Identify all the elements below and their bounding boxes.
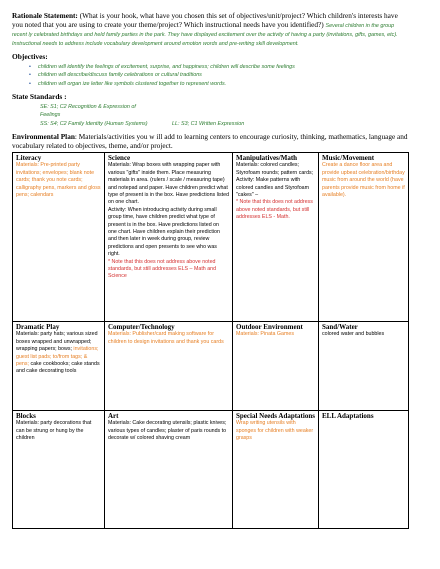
environment-label: Environmental Plan (12, 132, 75, 142)
art-title: Art (108, 412, 119, 421)
outdoor-title: Outdoor Environment (236, 323, 303, 332)
literacy-cell (13, 153, 105, 322)
manipulatives-note: * Note that this does not address above noted standards, but still addresses ELS - Math. (236, 199, 313, 221)
special-needs-title: Special Needs Adaptations (236, 412, 315, 421)
art-cell (105, 411, 233, 529)
standards-row (12, 103, 410, 120)
standards-title-suffix: : (64, 91, 67, 101)
rationale-label: Rationale Statement: (12, 11, 78, 20)
science-body: Materials: Wrap boxes with wrapping paper with various "gifts" inside them. Place measuring materials in area. (rulers / scale / measuring tape) and notepad and paper. Have children predict what type of present is in the box. Have predictions listed on one chart. Activity: When introducing activity during small group time, have children predict what type of present is in the box. Have predictions listed on one chart. Have children explain their prediction and then later in week during group, review predictions and open presents to see who was right. (108, 162, 230, 258)
music-body: Create a dance floor area and provide upbeat celebration/birthday music from around the world (have parents provide music from home if available). (322, 162, 405, 198)
sand-water-body: colored water and bubbles (322, 331, 385, 338)
centers-row (13, 322, 409, 411)
blocks-body: Materials: party decorations that can be strung or hung by the children (16, 420, 92, 442)
dramatic-play-text: Materials: party hats; various sized boxes wrapped and unwrapped; wrapping papers; bows; (16, 331, 98, 353)
objectives-list (12, 63, 410, 88)
music-cell (319, 153, 409, 322)
manipulatives-cell (233, 153, 319, 322)
rationale-section (12, 12, 410, 48)
standards-title (12, 92, 410, 101)
computer-cell (105, 322, 233, 411)
sand-water-title: Sand/Water (322, 323, 358, 332)
objective-item: • children will describe/discuss family celebrations or cultural traditions (38, 71, 410, 79)
manipulatives-body: Materials: colored candles; Styrofoam rounds; pattern cards; Activity: Make patterns with colored candles and Styrofoam "cakes" – (236, 162, 314, 198)
science-cell (105, 153, 233, 322)
blocks-title: Blocks (16, 412, 36, 421)
standard-item: LL: S3; C1 Written Expression (172, 120, 245, 127)
centers-row (13, 153, 409, 322)
outdoor-body: Materials: Pinata Games (236, 331, 294, 338)
standards-title-text: State Standards (12, 91, 63, 101)
dramatic-play-highlight: invitations; guest list pads; to/from tags; & pens; (16, 346, 99, 367)
standard-item: SE: S1; C2 Recognition & Expression of Feelings (40, 103, 136, 119)
rationale-prompt: (What is your hook, what have you chosen this set of objectives/unit/project? Which children's interests have you noted that you are using to create your theme/project? Which instructional needs have you identified?) (12, 11, 398, 29)
science-title: Science (108, 154, 131, 163)
ell-title: ELL Adaptations (322, 412, 374, 421)
dramatic-play-text-end: cake cookbooks; cake stands and cake decorating tools (16, 360, 100, 375)
computer-body: Materials: Publisher/card making software for children to design invitations and thank you cards (108, 331, 224, 345)
objective-item: • children will organ ize letter like symbols clustered together to represent words. (38, 80, 410, 88)
art-body: Materials: Cake decorating utensils; plastic knives; various types of candles; plaster of paris rounds to decorate w/ colored shaving cream (108, 420, 227, 442)
environmental-plan (12, 133, 410, 150)
dramatic-play-title: Dramatic Play (16, 323, 60, 332)
dramatic-play-cell (13, 322, 105, 411)
standards-row (12, 120, 410, 128)
special-needs-body: Wrap writing utensils with sponges for children with weaker grasps (236, 420, 314, 442)
ell-cell (319, 411, 409, 529)
sand-water-cell (319, 322, 409, 411)
music-title: Music/Movement (322, 154, 375, 163)
environment-text: : Materials/activities you w ill add to learning centers to encourage curiosity, thinking, mathematics, language and vocabulary related to objectives, theme, and/or project. (12, 132, 408, 150)
standard-item: SS: S4; C2 Family Identity (Human Systems) (40, 120, 148, 127)
objective-item: • children will identify the feelings of excitement, surprise, and happiness; children will describe some feelings (38, 63, 410, 71)
centers-row (13, 411, 409, 529)
objectives-title: Objectives: (12, 51, 48, 61)
outdoor-cell (233, 322, 319, 411)
centers-table (12, 152, 409, 529)
literacy-body: Materials: Pre-printed party invitations; envelopes; blank note cards; thank you note cards; calligraphy pens, markers and gloss pens; calendars (16, 162, 101, 198)
special-needs-cell (233, 411, 319, 529)
dramatic-play-body (16, 331, 101, 375)
manipulatives-title: Manipulatives/Math (236, 154, 298, 163)
science-note: * Note that this does not address above noted standards, but still addresses ELS – Math and Science (108, 258, 217, 280)
literacy-title: Literacy (16, 154, 42, 163)
rationale-note: Several children in the group recent ly celebrated birthdays and held family parties in the park. They have displayed excitement over the activity of having a party (invitations, gifts, games, etc). Instructional needs to address include vocabulary development around emotion words and pre-writing skill development. (12, 22, 398, 47)
blocks-cell (13, 411, 105, 529)
computer-title: Computer/Technology (108, 323, 175, 332)
